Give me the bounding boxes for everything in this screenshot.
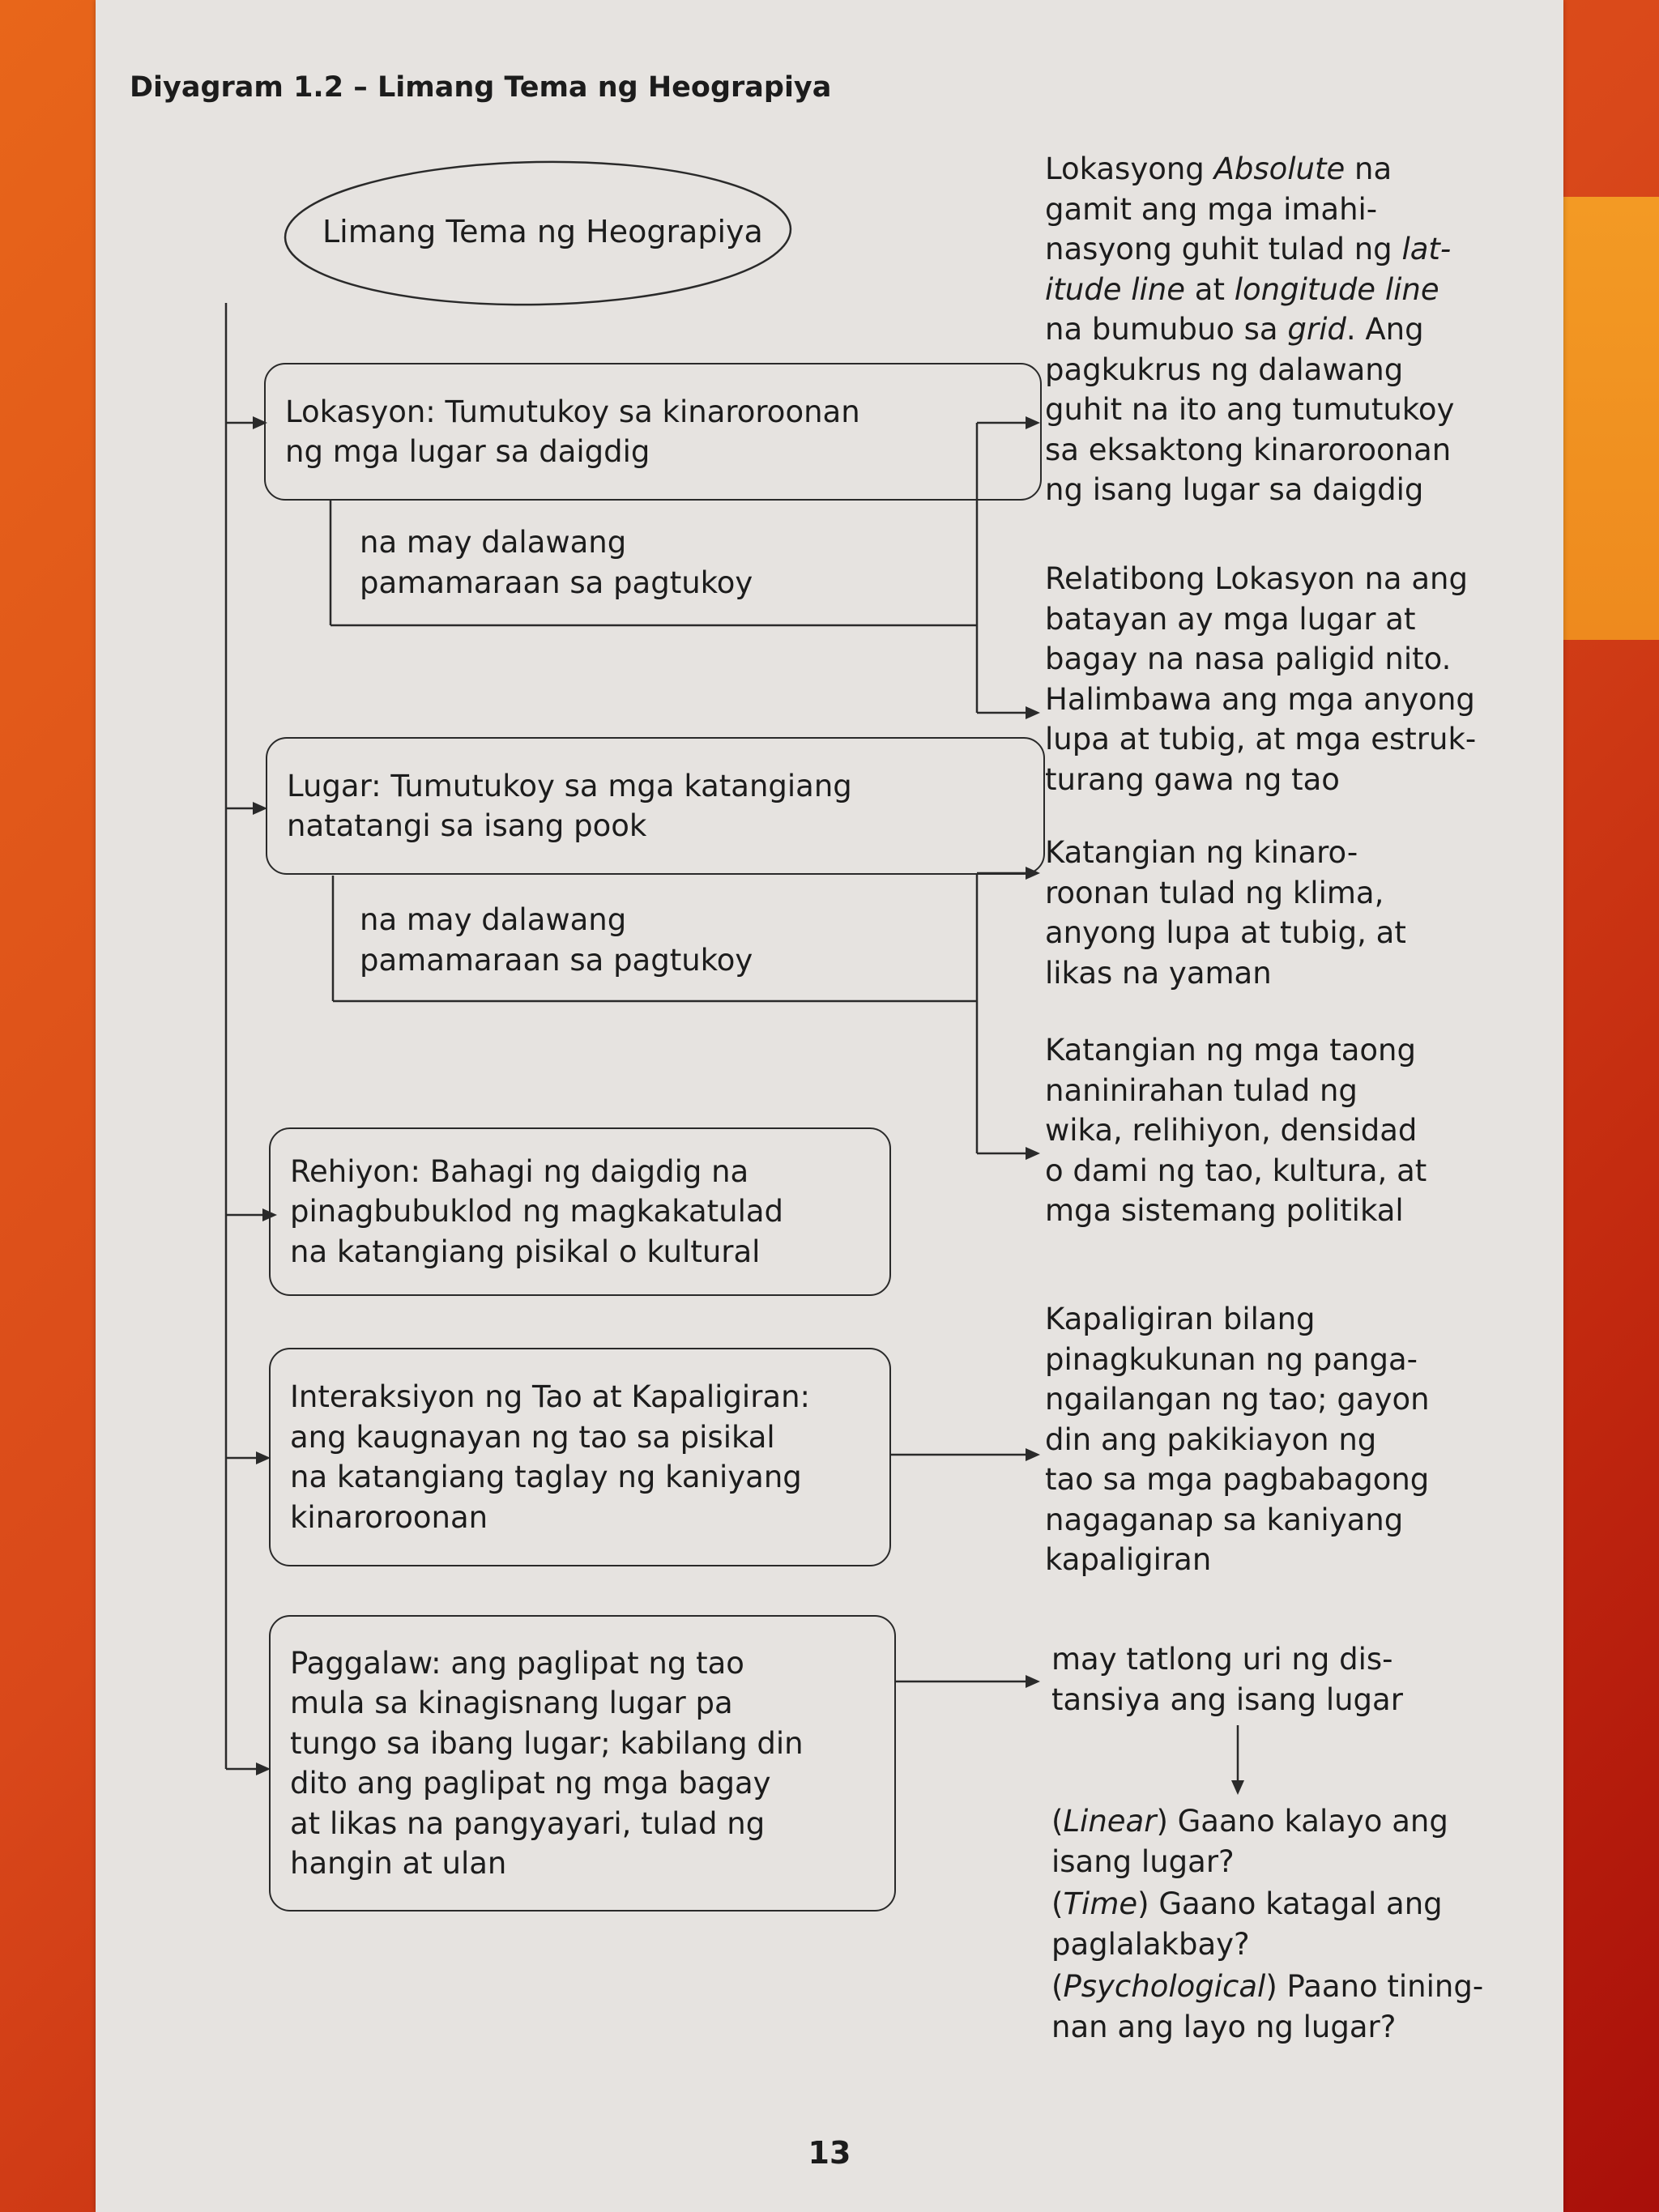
description-line: (Time) Gaano katagal ang xyxy=(1051,1886,1443,1921)
theme-line: mula sa kinagisnang lugar pa xyxy=(290,1686,733,1720)
connector-line: na may dalawang xyxy=(360,525,627,560)
description-line: Halimbawa ang mga anyong xyxy=(1045,681,1475,717)
description-line: gamit ang mga imahi- xyxy=(1045,191,1378,227)
desc-distance-linear xyxy=(1051,1801,1448,1882)
desc-place-physical xyxy=(1045,833,1406,993)
desc-interaction xyxy=(1045,1299,1430,1580)
description-line: may tatlong uri ng dis- xyxy=(1051,1642,1393,1677)
desc-distance-time xyxy=(1051,1884,1443,1964)
textbook-page xyxy=(96,0,1563,2212)
description-line: Katangian ng mga taong xyxy=(1045,1033,1416,1068)
description-line: kapaligiran xyxy=(1045,1542,1212,1577)
theme-line: ng mga lugar sa daigdig xyxy=(285,434,650,469)
description-line: mga sistemang politikal xyxy=(1045,1193,1404,1228)
description-line: tansiya ang isang lugar xyxy=(1051,1681,1403,1717)
description-line: nagaganap sa kaniyang xyxy=(1045,1502,1404,1537)
description-line: lupa at tubig, at mga estruk- xyxy=(1045,722,1477,757)
theme-line: Lokasyon: Tumutukoy sa kinaroroonan xyxy=(285,394,860,429)
description-line: bagay na nasa paligid nito. xyxy=(1045,641,1452,676)
description-line: nan ang layo ng lugar? xyxy=(1051,2009,1397,2044)
connector-line: pamamaraan sa pagtukoy xyxy=(360,565,753,600)
theme-line: tungo sa ibang lugar; kabilang din xyxy=(290,1725,804,1761)
description-line: (Psychological) Paano tining- xyxy=(1051,1969,1484,2004)
desc-absolute-location xyxy=(1045,149,1454,510)
description-line: pagkukrus ng dalawang xyxy=(1045,352,1404,387)
description-line: Lokasyong Absolute na xyxy=(1045,151,1392,186)
theme-line: at likas na pangyayari, tulad ng xyxy=(290,1805,766,1841)
description-line: likas na yaman xyxy=(1045,955,1272,991)
theme-line: natatangi sa isang pook xyxy=(287,808,647,843)
description-line: tao sa mga pagbabagong xyxy=(1045,1462,1430,1497)
theme-line: pinagbubuklod ng magkakatulad xyxy=(290,1194,784,1230)
connector-label-lugar xyxy=(360,900,753,980)
description-line: isang lugar? xyxy=(1051,1843,1235,1879)
description-line: Katangian ng kinaro- xyxy=(1045,835,1358,870)
accent-tab xyxy=(1563,197,1659,640)
desc-distance-psychological xyxy=(1051,1967,1483,2047)
theme-line: na katangiang pisikal o kultural xyxy=(290,1234,761,1269)
description-line: roonan tulad ng klima, xyxy=(1045,875,1384,910)
connector-line: pamamaraan sa pagtukoy xyxy=(360,942,753,978)
description-line: batayan ay mga lugar at xyxy=(1045,601,1416,637)
description-line: na bumubuo sa grid. Ang xyxy=(1045,312,1424,347)
desc-place-human xyxy=(1045,1030,1427,1231)
description-line: guhit na ito ang tumutukoy xyxy=(1045,392,1455,427)
diagram-title: Diyagram 1.2 – Limang Tema ng Heograpiya xyxy=(130,71,832,104)
theme-box-interaksiyon xyxy=(269,1348,891,1566)
description-line: ng isang lugar sa daigdig xyxy=(1045,472,1424,507)
description-line: Relatibong Lokasyon na ang xyxy=(1045,561,1468,596)
theme-line: dito ang paglipat ng mga bagay xyxy=(290,1766,771,1801)
description-line: o dami ng tao, kultura, at xyxy=(1045,1153,1427,1188)
theme-box-paggalaw xyxy=(269,1615,896,1912)
theme-box-rehiyon xyxy=(269,1127,891,1296)
description-line: din ang pakikiayon ng xyxy=(1045,1421,1377,1457)
connector-line: na may dalawang xyxy=(360,902,627,937)
description-line: pinagkukunan ng panga- xyxy=(1045,1341,1418,1377)
theme-line: ang kaugnayan ng tao sa pisikal xyxy=(290,1419,775,1455)
description-line: wika, relihiyon, densidad xyxy=(1045,1113,1418,1148)
page-number: 13 xyxy=(808,2135,851,2171)
theme-line: Interaksiyon ng Tao at Kapaligiran: xyxy=(290,1379,811,1414)
theme-line: na katangiang taglay ng kaniyang xyxy=(290,1460,802,1494)
description-line: itude line at longitude line xyxy=(1045,271,1439,307)
description-line: Kapaligiran bilang xyxy=(1045,1302,1316,1336)
description-line: sa eksaktong kinaroroonan xyxy=(1045,432,1452,467)
description-line: anyong lupa at tubig, at xyxy=(1045,915,1406,950)
theme-line: hangin at ulan xyxy=(290,1846,507,1881)
root-label: Limang Tema ng Heograpiya xyxy=(322,214,763,249)
description-line: nasyong guhit tulad ng lat- xyxy=(1045,232,1452,266)
theme-line: Rehiyon: Bahagi ng daigdig na xyxy=(290,1153,749,1189)
description-line: naninirahan tulad ng xyxy=(1045,1072,1358,1108)
theme-line: Lugar: Tumutukoy sa mga katangiang xyxy=(287,768,852,803)
description-line: ngailangan ng tao; gayon xyxy=(1045,1382,1430,1417)
connector-label-lokasyon xyxy=(360,522,753,603)
theme-line: Paggalaw: ang paglipat ng tao xyxy=(290,1645,744,1681)
desc-movement-intro xyxy=(1051,1639,1403,1720)
description-line: (Linear) Gaano kalayo ang xyxy=(1051,1804,1448,1839)
theme-box-lugar xyxy=(266,737,1045,875)
theme-box-lokasyon xyxy=(264,363,1042,501)
theme-line: kinaroroonan xyxy=(290,1499,488,1535)
description-line: paglalakbay? xyxy=(1051,1926,1250,1962)
description-line: turang gawa ng tao xyxy=(1045,761,1340,797)
desc-relative-location xyxy=(1045,559,1476,799)
